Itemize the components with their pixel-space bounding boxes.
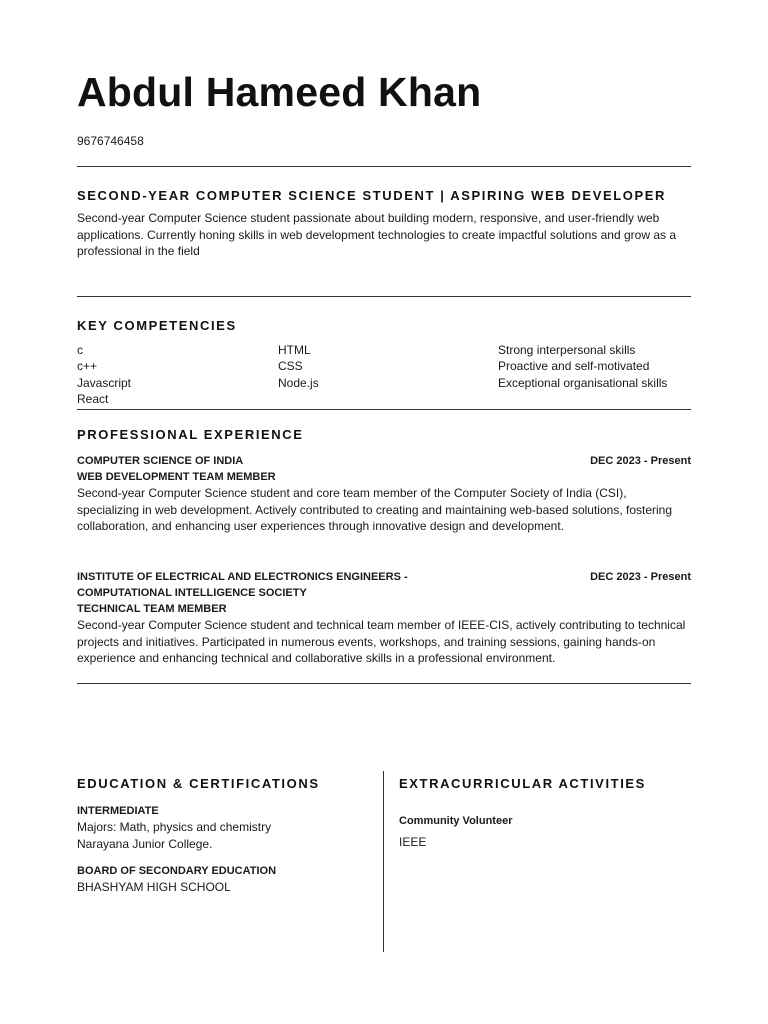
competencies-column-soft-skills [498,342,667,391]
column-divider [383,771,384,952]
competency-item: Exceptional organisational skills [498,375,668,390]
competency-item: Strong interpersonal skills [498,343,636,357]
divider [77,296,691,297]
extracurricular-heading: EXTRACURRICULAR ACTIVITIES [399,776,646,791]
education-entry [77,803,377,853]
competency-item: React [77,392,109,407]
experience-heading: PROFESSIONAL EXPERIENCE [77,427,304,442]
experience-entry [77,569,691,667]
education-heading: EDUCATION & CERTIFICATIONS [77,776,320,791]
resume-page [77,0,691,1024]
education-detail: BHASHYAM HIGH SCHOOL [77,880,231,894]
job-organization: COMPUTATIONAL INTELLIGENCE SOCIETY [77,587,307,599]
divider [77,409,691,410]
competency-item: Javascript [77,375,132,390]
competency-item: Proactive and self-motivated [498,359,650,374]
education-title: BOARD OF SECONDARY EDUCATION [77,865,277,877]
candidate-name: Abdul Hameed Khan [77,69,482,115]
job-organization: INSTITUTE OF ELECTRICAL AND ELECTRONICS ENGINEERS - [77,571,408,583]
competencies-column-web [278,342,319,391]
profile-heading: SECOND-YEAR COMPUTER SCIENCE STUDENT | ASPIRING WEB DEVELOPER [77,188,667,203]
activity-title: Community Volunteer [399,815,513,827]
education-entry [77,863,377,896]
job-date: DEC 2023 - Present [590,455,691,467]
competencies-column-languages [77,342,131,408]
competency-item: CSS [278,359,303,374]
divider [77,166,691,167]
phone-number: 9676746458 [77,134,144,148]
competency-item: c [77,343,83,357]
education-detail: Narayana Junior College. [77,837,213,851]
job-organization: COMPUTER SCIENCE OF INDIA [77,455,244,467]
experience-entry [77,453,691,535]
job-role: TECHNICAL TEAM MEMBER [77,603,227,615]
competency-item: c++ [77,359,98,374]
education-detail: Majors: Math, physics and chemistry [77,820,272,834]
competencies-heading: KEY COMPETENCIES [77,318,237,333]
divider [77,683,691,684]
competency-item: Node.js [278,375,319,390]
extracurricular-section [399,776,691,851]
activity-organization: IEEE [399,835,427,849]
job-description: Second-year Computer Science student and technical team member of IEEE-CIS, actively contributing to technical projects and initiatives. Participated in numerous events, workshops, and training sessions, gaining hands-on experience and enhancing technical and collaborative skills in a professional environment. [77,618,686,666]
education-title: INTERMEDIATE [77,805,159,817]
job-description: Second-year Computer Science student and core team member of the Computer Society of India (CSI), specializing in web development. Actively contributed to creating and maintaining web-based solutions, fostering collaboration, and enhancing user experiences through innovative design and development. [77,486,673,534]
job-role: WEB DEVELOPMENT TEAM MEMBER [77,471,276,483]
education-section [77,776,377,896]
profile-summary: Second-year Computer Science student passionate about building modern, responsive, and user-friendly web applications. Currently honing skills in web development technologies to create impactful solutions and grow as a professional in the field [77,211,676,259]
competency-item: HTML [278,343,311,357]
job-date: DEC 2023 - Present [590,571,691,583]
